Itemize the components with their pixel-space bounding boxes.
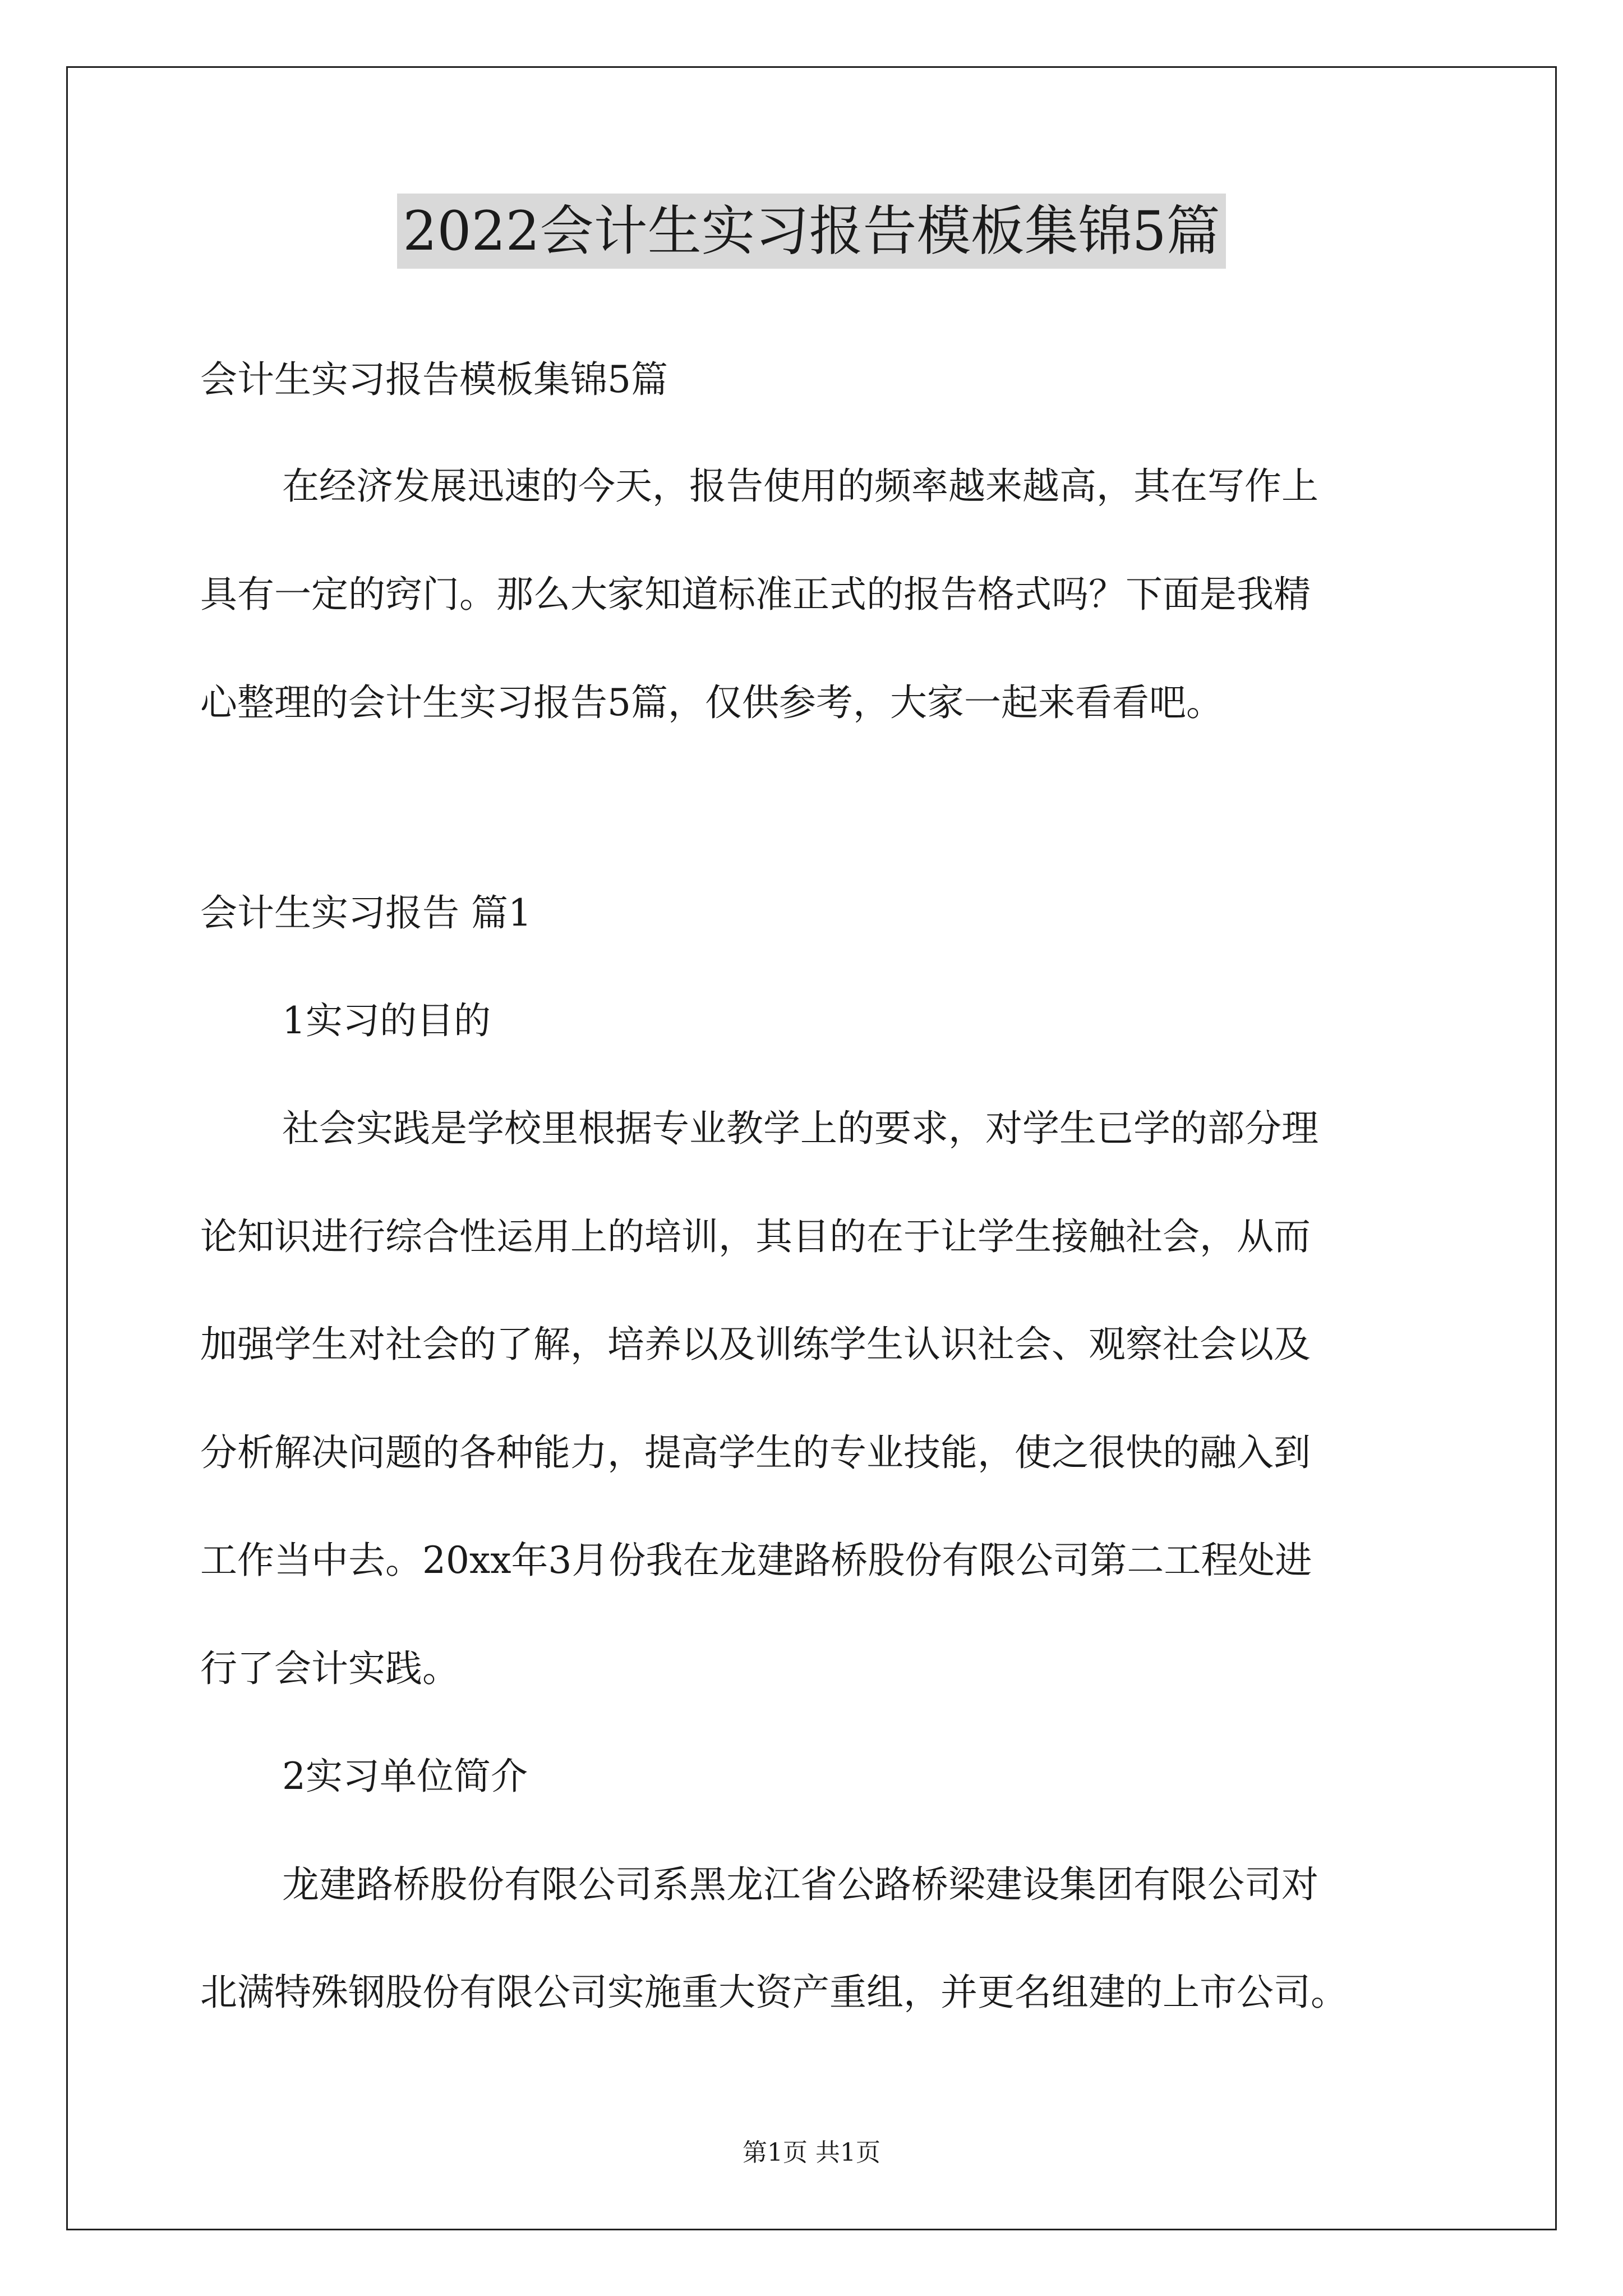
purpose-line-1: 社会实践是学校里根据专业教学上的要求，对学生已学的部分理	[282, 1107, 1318, 1150]
intro-line-2: 具有一定的窍门。那么大家知道标准正式的报告格式吗？下面是我精	[200, 573, 1311, 616]
unit-heading: 2实习单位简介	[282, 1755, 528, 1798]
unit-line-1: 龙建路桥股份有限公司系黑龙江省公路桥梁建设集团有限公司对	[282, 1863, 1318, 1906]
document-subtitle: 会计生实习报告模板集锦5篇	[200, 358, 668, 401]
purpose-line-5: 工作当中去。20xx年3月份我在龙建路桥股份有限公司第二工程处进	[200, 1539, 1312, 1582]
document-title-text: 2022会计生实习报告模板集锦5篇	[397, 194, 1225, 269]
page-footer: 第1页 共1页	[743, 2138, 880, 2167]
unit-line-2: 北满特殊钢股份有限公司实施重大资产重组，并更名组建的上市公司。	[200, 1971, 1348, 2014]
purpose-line-6: 行了会计实践。	[200, 1647, 459, 1690]
purpose-heading: 1实习的目的	[282, 999, 491, 1042]
purpose-line-3: 加强学生对社会的了解，培养以及训练学生认识社会、观察社会以及	[200, 1323, 1311, 1366]
section-heading: 会计生实习报告 篇1	[200, 891, 532, 935]
intro-line-1: 在经济发展迅速的今天，报告使用的频率越来越高，其在写作上	[282, 464, 1318, 508]
purpose-line-4: 分析解决问题的各种能力，提高学生的专业技能，使之很快的融入到	[200, 1431, 1311, 1474]
document-title	[0, 194, 1623, 269]
intro-line-3: 心整理的会计生实习报告5篇，仅供参考，大家一起来看看吧。	[200, 681, 1223, 724]
purpose-line-2: 论知识进行综合性运用上的培训，其目的在于让学生接触社会，从而	[200, 1215, 1311, 1258]
